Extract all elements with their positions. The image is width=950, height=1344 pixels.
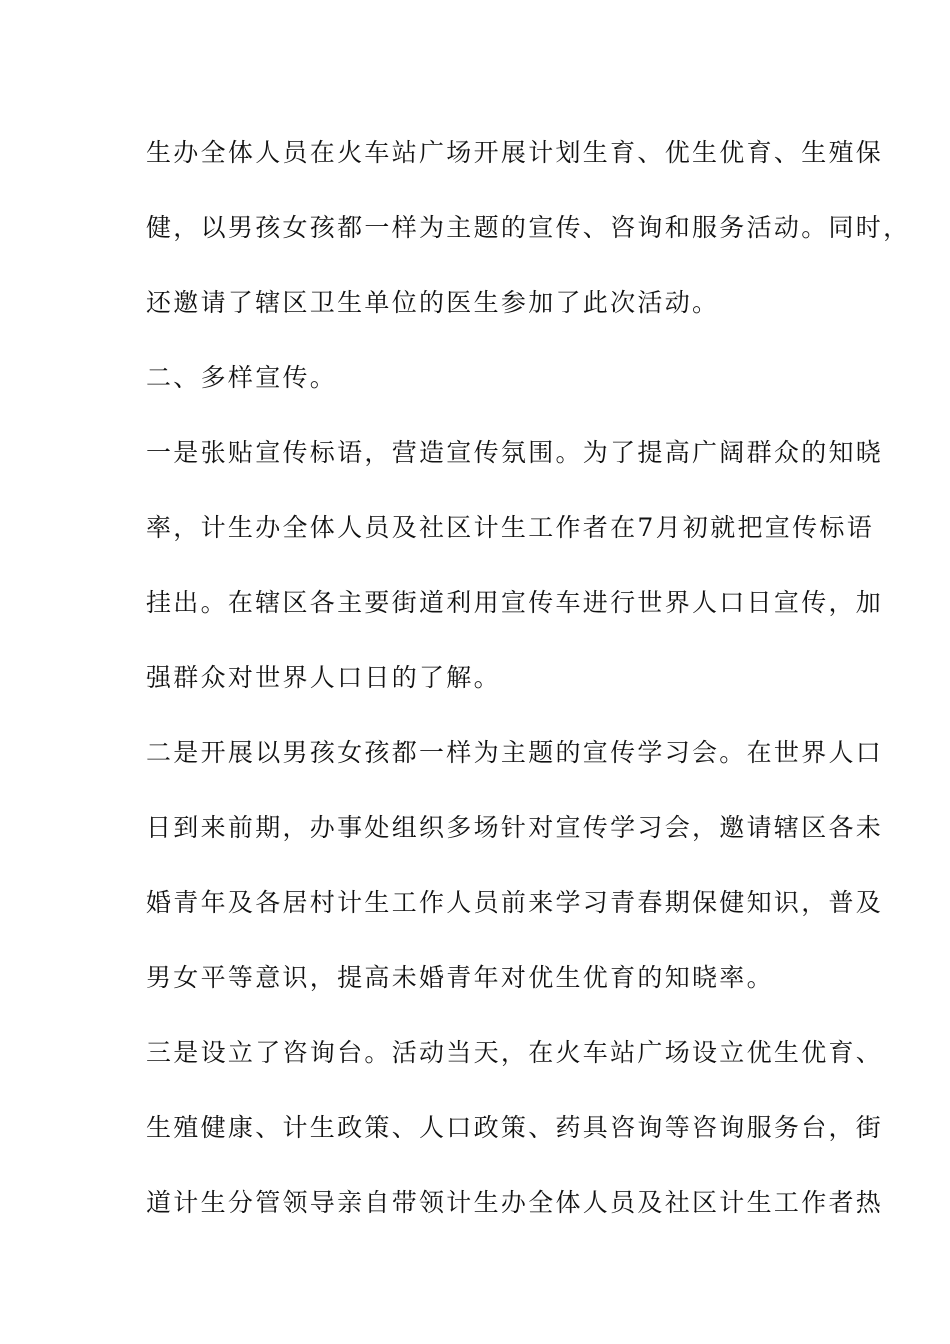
text-line: 道计生分管领导亲自带领计生办全体人员及社区计生工作者热 [146, 1188, 884, 1217]
text-line: 二是开展以男孩女孩都一样为主题的宣传学习会。在世界人口 [146, 738, 884, 767]
text-line: 男女平等意识，提高未婚青年对优生优育的知晓率。 [146, 963, 774, 992]
text-line: 健，以男孩女孩都一样为主题的宣传、咨询和服务活动。同时， [146, 213, 911, 242]
text-line: 生殖健康、计生政策、人口政策、药具咨询等咨询服务台，街 [146, 1113, 884, 1142]
text-line: 日到来前期，办事处组织多场针对宣传学习会，邀请辖区各未 [146, 813, 884, 842]
text-line: 挂出。在辖区各主要街道利用宣传车进行世界人口日宣传，加 [146, 588, 884, 617]
text-line: 还邀请了辖区卫生单位的医生参加了此次活动。 [146, 288, 720, 317]
text-line: 率，计生办全体人员及社区计生工作者在7月初就把宣传标语 [146, 513, 875, 542]
section-heading: 二、多样宣传。 [146, 363, 338, 392]
text-line: 生办全体人员在火车站广场开展计划生育、优生优育、生殖保 [146, 138, 884, 167]
text-line: 三是设立了咨询台。活动当天，在火车站广场设立优生优育、 [146, 1038, 884, 1067]
text-line: 一是张贴宣传标语，营造宣传氛围。为了提高广阔群众的知晓 [146, 438, 884, 467]
text-line: 婚青年及各居村计生工作人员前来学习青春期保健知识，普及 [146, 888, 884, 917]
text-line: 强群众对世界人口日的了解。 [146, 663, 501, 692]
